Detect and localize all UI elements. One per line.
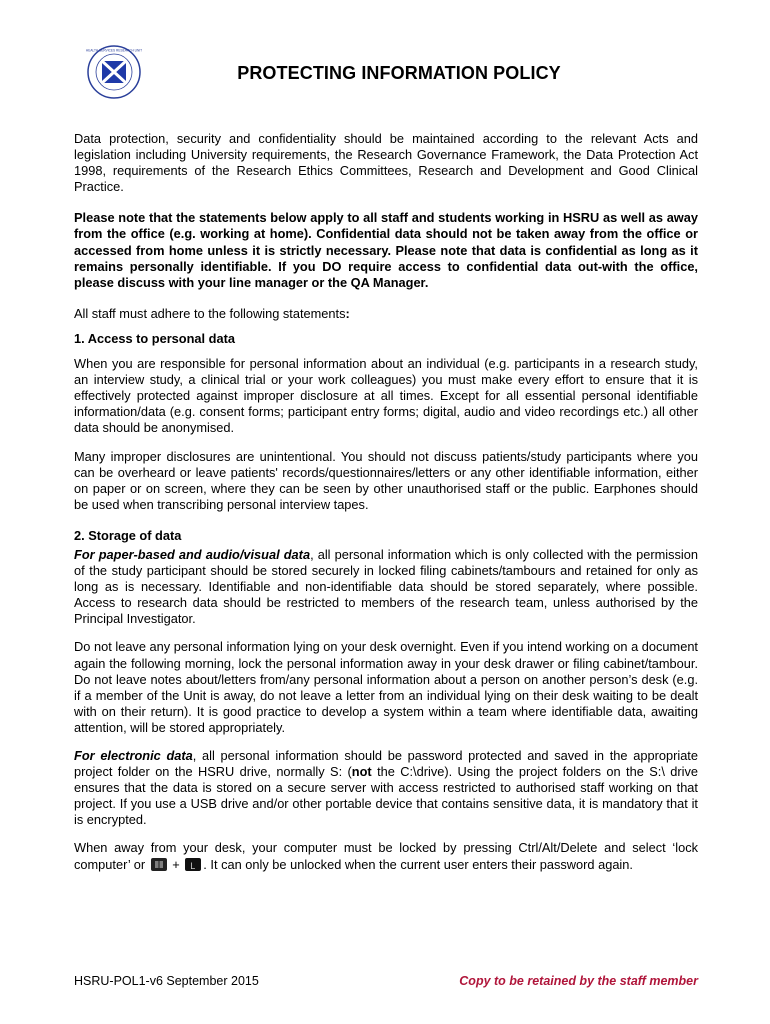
section-1-heading: 1. Access to personal data [74, 330, 235, 346]
policy-body [74, 131, 698, 873]
section-2-paragraph-3 [74, 748, 698, 828]
adhere-statement [74, 306, 698, 322]
page-title: PROTECTING INFORMATION POLICY [237, 63, 561, 83]
retention-note: Copy to be retained by the staff member [459, 974, 698, 988]
intro-paragraph: Data protection, security and confidentiality should be maintained according to the relevant Acts and legislation including University requirements, the Research Governance Framework, the Data Protection Act 1998, requirements of the Research Ethics Committees, Research and Development and Good Clinical Practice. [74, 131, 698, 195]
lock-text-2: . It can only be unlocked when the current user enters their password again. [203, 856, 633, 872]
section-2-paragraph-2: Do not leave any personal information lying on your desk overnight. Even if you intend working on a document again the following morning, lock the personal information away in your desk drawer or filing cabinet/tambour. Do not leave notes about/letters from/any personal information about a person on another person’s desk (e.g. if a member of the Unit is away, do not leave a letter from an individual lying on their desk waiting to be dealt with on their return). It is good practice to develop a system within a team where identifiable data, awaiting attention, will be stored appropriately. [74, 639, 698, 735]
section-1-paragraph-2: Many improper disclosures are unintentional. You should not discuss patients/study participants where you can be overheard or leave patients' records/questionnaires/letters or any other identifiable information, either on paper or on screen, where they can be seen by other unauthorised staff or the public. Earphones should be used when transcribing personal interview tapes. [74, 448, 698, 512]
electronic-data-not: not [351, 764, 372, 780]
logo-ring-text: HEALTH SERVICES RESEARCH UNIT [86, 48, 142, 53]
adhere-text: All staff must adhere to the following statements [74, 305, 346, 321]
notice-paragraph: Please note that the statements below apply to all staff and students working in HSRU as well as away from the office (e.g. working at home). Confidential data should not be taken away from the office or accessed from home unless it is strictly necessary. Please note that data is confidential as long as it remains personally identifiable. If you DO require access to confidential data out-with the office, please discuss with your line manager or the QA Manager. [74, 210, 698, 290]
section-2-paragraph-4 [74, 840, 698, 872]
electronic-data-text-1: , all personal information should be password protected and saved in the appropriate project folder on the HSRU drive, normally S: ( [74, 748, 698, 780]
electronic-data-lead: For electronic data [74, 748, 193, 763]
document-reference: HSRU-POL1-v6 September 2015 [74, 974, 259, 988]
adhere-colon: : [345, 305, 350, 321]
section-1-paragraph-1: When you are responsible for personal information about an individual (e.g. participants in a research study, an interview study, a clinical trial or your work colleagues) you must make every effort to ensure that it is effectively protected against improper disclosure at all times. Except for all essential personal identifiable information/data (e.g. consent forms; participant entry forms; digital, audio and video recordings etc.) all other data should be anonymised. [74, 356, 698, 436]
section-2-heading: 2. Storage of data [74, 527, 182, 543]
plus-sign: + [172, 856, 180, 872]
paper-data-text: , all personal information which is only collected with the permission of the study participant should be stored securely in locked filing cabinets/tambours and retained for only as long as is necessary. Identifiable and non-identifiable data should be stored separately, where possible. Access to research data should be restricted to members of the research team, unless authorised by the Principal Investigator. [74, 546, 698, 627]
paper-data-lead: For paper-based and audio/visual data [74, 546, 311, 562]
windows-key-icon [151, 858, 167, 871]
electronic-data-text-2: the C:\drive). Using the project folders on the S:\ drive ensures that the data is stored on a secure server with access restricted to authorised staff working on that project. If you use a USB drive and/or other portable device that contains sensitive data, it is mandatory that it is encrypted. [74, 764, 698, 828]
l-key-icon [185, 858, 201, 871]
lock-text-1: When away from your desk, your computer must be locked by pressing Ctrl/Alt/Delete and select ‘lock computer’ or [74, 840, 698, 872]
section-2-paragraph-1 [74, 547, 698, 627]
